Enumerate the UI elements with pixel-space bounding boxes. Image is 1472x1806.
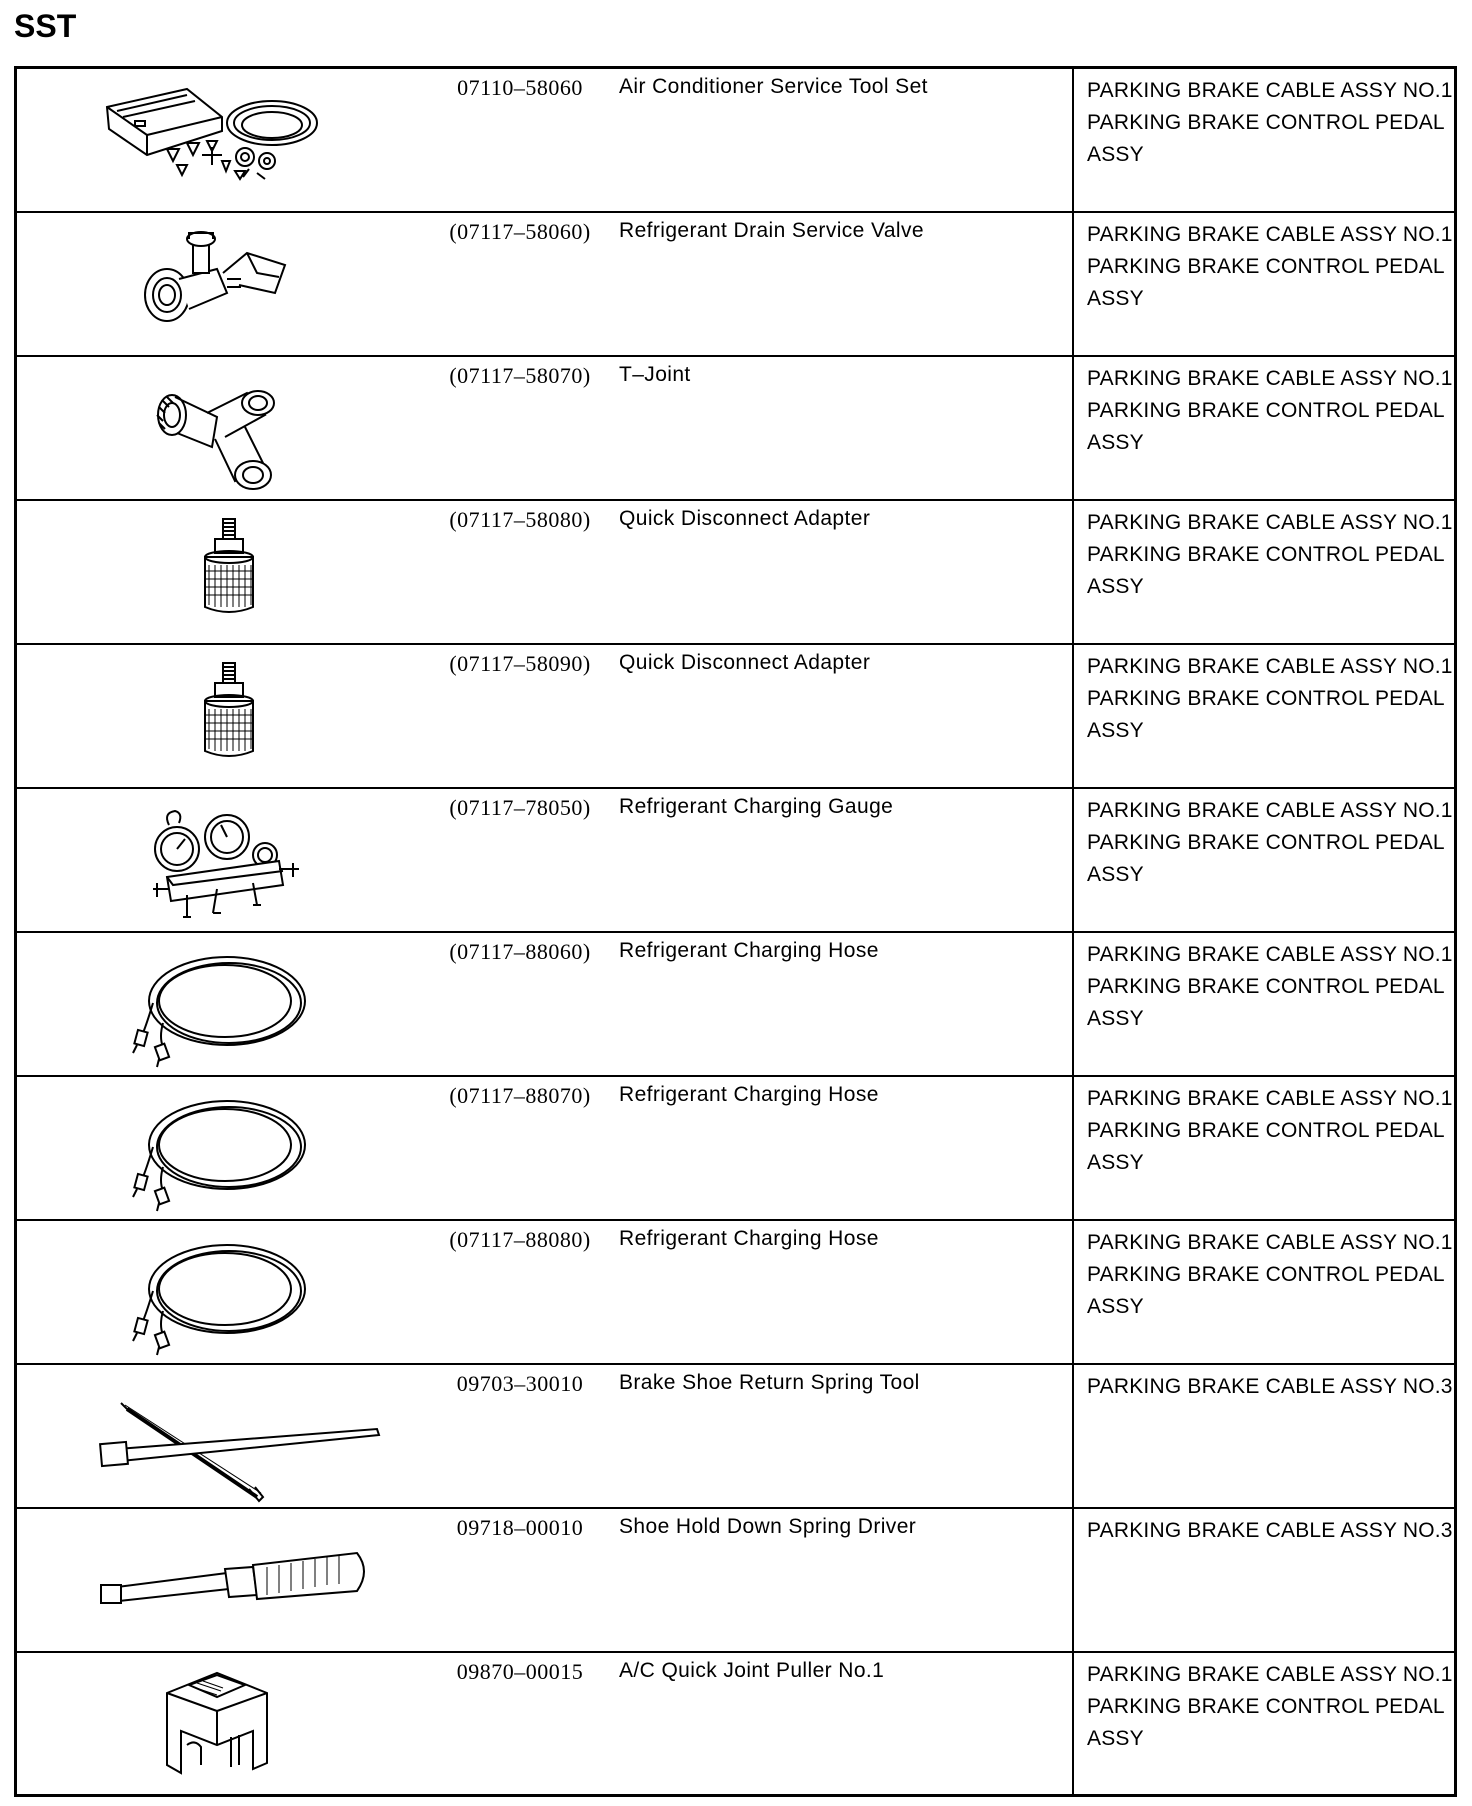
usage-note-line: PARKING BRAKE CONTROL PEDAL <box>1087 543 1445 566</box>
tool-name: Air Conditioner Service Tool Set <box>619 75 928 98</box>
table-row <box>17 1365 1454 1509</box>
usage-note <box>1087 1515 1457 1547</box>
column-divider <box>1072 1365 1074 1507</box>
part-number: (07117–58090) <box>449 651 591 676</box>
column-divider <box>1072 933 1074 1075</box>
tool-name: A/C Quick Joint Puller No.1 <box>619 1659 885 1682</box>
column-divider <box>1072 789 1074 931</box>
usage-note-line: PARKING BRAKE CABLE ASSY NO.1 <box>1087 1663 1453 1686</box>
usage-note-line: PARKING BRAKE CONTROL PEDAL <box>1087 399 1445 422</box>
usage-note-line: PARKING BRAKE CONTROL PEDAL <box>1087 255 1445 278</box>
spring-tool-icon <box>17 1365 407 1507</box>
usage-note <box>1087 219 1457 315</box>
usage-note <box>1087 363 1457 459</box>
usage-note-line: ASSY <box>1087 1151 1144 1174</box>
column-divider <box>1072 501 1074 643</box>
table-row <box>17 69 1454 213</box>
usage-note-line: PARKING BRAKE CONTROL PEDAL <box>1087 831 1445 854</box>
part-number: (07117–88080) <box>449 1227 591 1252</box>
table-row <box>17 1653 1454 1797</box>
usage-note-line: PARKING BRAKE CABLE ASSY NO.1 <box>1087 1087 1453 1110</box>
usage-note-line: PARKING BRAKE CONTROL PEDAL <box>1087 1695 1445 1718</box>
usage-note-line: PARKING BRAKE CABLE ASSY NO.1 <box>1087 799 1453 822</box>
usage-note <box>1087 795 1457 891</box>
tool-set-case-icon <box>17 69 407 211</box>
part-number: 09703–30010 <box>456 1371 584 1396</box>
usage-note-line: ASSY <box>1087 1007 1144 1030</box>
part-number: (07117–58060) <box>449 219 591 244</box>
joint-puller-icon <box>17 1653 407 1794</box>
column-divider <box>1072 645 1074 787</box>
usage-note <box>1087 651 1457 747</box>
usage-note <box>1087 1227 1457 1323</box>
tool-name: Refrigerant Drain Service Valve <box>619 219 924 242</box>
usage-note-line: PARKING BRAKE CABLE ASSY NO.1 <box>1087 79 1453 102</box>
table-row <box>17 357 1454 501</box>
usage-note-line: PARKING BRAKE CONTROL PEDAL <box>1087 975 1445 998</box>
coiled-hose-icon <box>17 1077 407 1219</box>
part-number: 09718–00010 <box>456 1515 584 1540</box>
usage-note-line: PARKING BRAKE CONTROL PEDAL <box>1087 1263 1445 1286</box>
usage-note-line: PARKING BRAKE CABLE ASSY NO.1 <box>1087 367 1453 390</box>
part-number: (07117–88070) <box>449 1083 591 1108</box>
adapter-icon <box>17 501 407 643</box>
column-divider <box>1072 357 1074 499</box>
adapter-icon <box>17 645 407 787</box>
usage-note-line: ASSY <box>1087 143 1144 166</box>
table-row <box>17 789 1454 933</box>
usage-note-line: ASSY <box>1087 719 1144 742</box>
usage-note <box>1087 939 1457 1035</box>
usage-note-line: ASSY <box>1087 431 1144 454</box>
usage-note-line: PARKING BRAKE CABLE ASSY NO.3 <box>1087 1519 1453 1542</box>
usage-note-line: PARKING BRAKE CABLE ASSY NO.3 <box>1087 1375 1453 1398</box>
usage-note-line: PARKING BRAKE CABLE ASSY NO.1 <box>1087 511 1453 534</box>
column-divider <box>1072 69 1074 211</box>
tool-name: Shoe Hold Down Spring Driver <box>619 1515 917 1538</box>
usage-note <box>1087 507 1457 603</box>
sst-table <box>14 66 1457 1797</box>
usage-note-line: PARKING BRAKE CONTROL PEDAL <box>1087 1119 1445 1142</box>
tool-name: Quick Disconnect Adapter <box>619 651 871 674</box>
drain-valve-icon <box>17 213 407 355</box>
usage-note-line: ASSY <box>1087 575 1144 598</box>
column-divider <box>1072 1077 1074 1219</box>
tool-name: Quick Disconnect Adapter <box>619 507 871 530</box>
usage-note-line: PARKING BRAKE CABLE ASSY NO.1 <box>1087 223 1453 246</box>
gauge-manifold-icon <box>17 789 407 931</box>
coiled-hose-icon <box>17 933 407 1075</box>
usage-note-line: ASSY <box>1087 1295 1144 1318</box>
part-number: 07110–58060 <box>457 75 583 100</box>
tool-name: Brake Shoe Return Spring Tool <box>619 1371 920 1394</box>
usage-note-line: PARKING BRAKE CABLE ASSY NO.1 <box>1087 943 1453 966</box>
table-row <box>17 1221 1454 1365</box>
tool-name: T–Joint <box>619 363 691 386</box>
usage-note-line: ASSY <box>1087 1727 1144 1750</box>
coiled-hose-icon <box>17 1221 407 1363</box>
part-number: 09870–00015 <box>456 1659 584 1684</box>
usage-note <box>1087 1083 1457 1179</box>
usage-note <box>1087 75 1457 171</box>
screwdriver-icon <box>17 1509 407 1651</box>
tool-name: Refrigerant Charging Hose <box>619 1083 879 1106</box>
tool-name: Refrigerant Charging Hose <box>619 939 879 962</box>
tool-name: Refrigerant Charging Hose <box>619 1227 879 1250</box>
table-row <box>17 501 1454 645</box>
table-row <box>17 213 1454 357</box>
column-divider <box>1072 213 1074 355</box>
table-row <box>17 645 1454 789</box>
usage-note-line: PARKING BRAKE CONTROL PEDAL <box>1087 111 1445 134</box>
usage-note-line: ASSY <box>1087 863 1144 886</box>
page-title: SST <box>14 8 77 44</box>
usage-note-line: PARKING BRAKE CABLE ASSY NO.1 <box>1087 1231 1453 1254</box>
column-divider <box>1072 1653 1074 1794</box>
part-number: (07117–58070) <box>449 363 591 388</box>
t-joint-icon <box>17 357 407 499</box>
usage-note-line: PARKING BRAKE CONTROL PEDAL <box>1087 687 1445 710</box>
table-row <box>17 1077 1454 1221</box>
table-row <box>17 1509 1454 1653</box>
usage-note-line: PARKING BRAKE CABLE ASSY NO.1 <box>1087 655 1453 678</box>
column-divider <box>1072 1509 1074 1651</box>
part-number: (07117–58080) <box>449 507 591 532</box>
part-number: (07117–88060) <box>449 939 591 964</box>
part-number: (07117–78050) <box>449 795 591 820</box>
table-row <box>17 933 1454 1077</box>
usage-note <box>1087 1371 1457 1403</box>
usage-note-line: ASSY <box>1087 287 1144 310</box>
tool-name: Refrigerant Charging Gauge <box>619 795 894 818</box>
column-divider <box>1072 1221 1074 1363</box>
usage-note <box>1087 1659 1457 1755</box>
